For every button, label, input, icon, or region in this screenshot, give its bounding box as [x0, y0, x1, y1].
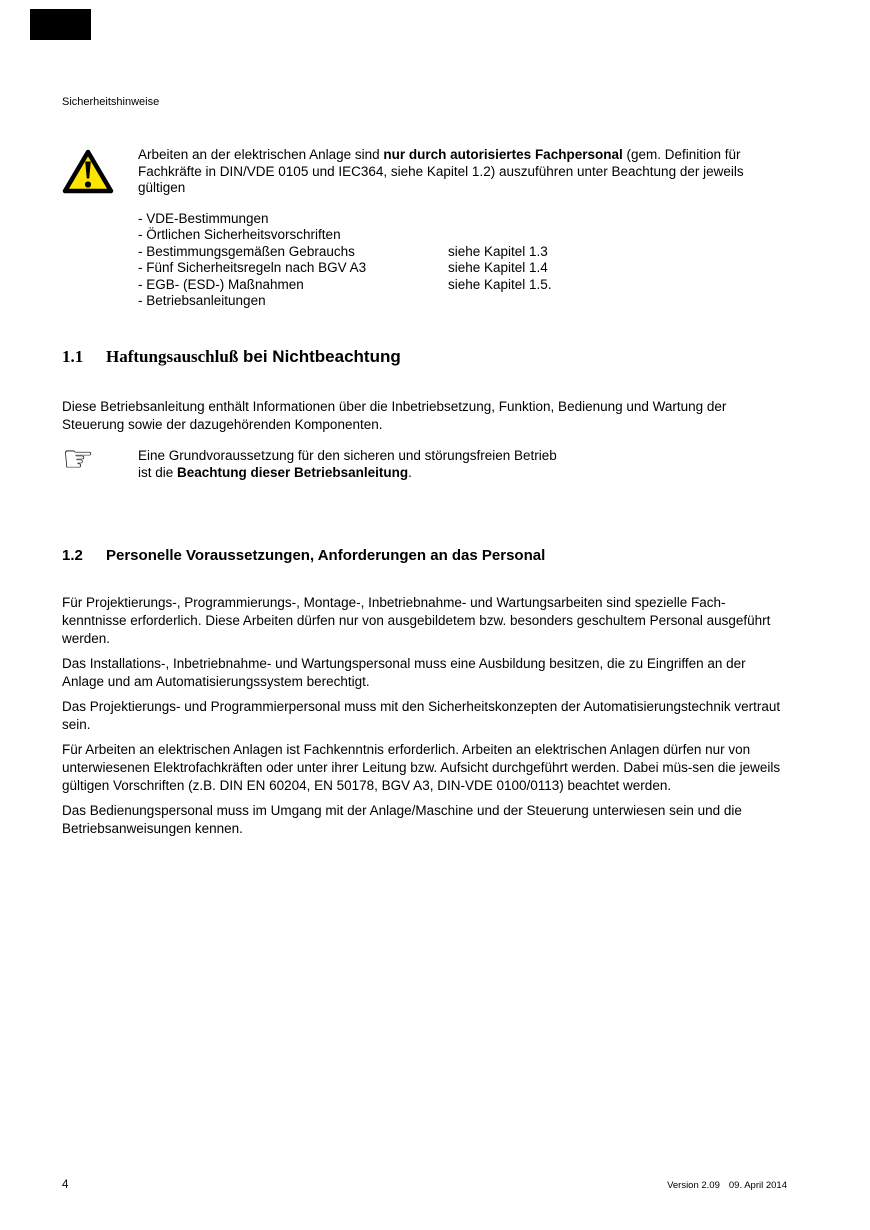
- note-line-2-bold: Beachtung dieser Betriebsanleitung: [177, 465, 409, 480]
- section-title: Personelle Voraussetzungen, Anforderungen an das Personal: [106, 547, 546, 564]
- section-number: 1.1: [62, 347, 84, 366]
- rule-label: - VDE-Bestimmungen: [138, 210, 269, 226]
- warning-intro-post: (gem. Definition für Fachkräfte in DIN/VDE 0105 und IEC364, siehe Kapitel 1.2) auszuführen unter Beachtung der jeweils gültigen: [138, 147, 744, 195]
- warning-triangle-icon: [62, 147, 138, 200]
- body-paragraph: Das Bedienungspersonal muss im Umgang mit der Anlage/Maschine und der Steuerung unterwiesen sein und die Betriebsanweisungen kennen.: [62, 803, 742, 836]
- section-title-serif-part: Haftungsauschluß: [106, 347, 239, 366]
- rule-label: - EGB- (ESD-) Maßnahmen: [138, 276, 304, 292]
- list-item: [138, 293, 770, 310]
- pointing-hand-icon: ☞: [62, 439, 95, 480]
- section-heading-1-1: [62, 347, 401, 367]
- print-registration-mark: [30, 9, 91, 40]
- rule-chapter-ref: siehe Kapitel 1.3: [448, 243, 548, 259]
- rule-label: - Örtlichen Sicherheitsvorschriften: [138, 227, 341, 242]
- list-item: [138, 244, 770, 261]
- version-label: Version 2.09: [667, 1180, 720, 1191]
- section-1-1-paragraph: Diese Betriebsanleitung enthält Informationen über die Inbetriebsetzung, Funktion, Bedienung und Wartung der Steuerung sowie der dazugehörenden Komponenten.: [62, 399, 727, 432]
- warning-intro-pre: Arbeiten an der elektrischen Anlage sind: [138, 147, 384, 162]
- rule-label: - Fünf Sicherheitsregeln nach BGV A3: [138, 260, 367, 275]
- rule-label: - Bestimmungsgemäßen Gebrauchs: [138, 243, 355, 259]
- body-paragraph: Für Arbeiten an elektrischen Anlagen ist Fachkenntnis erforderlich. Arbeiten an elektrischen Anlagen dürfen nur von unterwiesenen Elektrofachkräften oder unter ihrer Leitung bzw. Aufsicht durchgeführt werden. Dabei müs-sen die jeweils gültigen Vorschriften (z.B. DIN EN 60204, EN 50178, BGV A3, DIN-VDE 0100/0113) beachtet werden.: [62, 742, 781, 793]
- version-date: 09. April 2014: [728, 1180, 787, 1191]
- note-line-2: [138, 464, 557, 481]
- warning-intro-bold: nur durch autorisiertes Fachpersonal: [383, 147, 623, 162]
- body-paragraph: Das Projektierungs- und Programmierpersonal muss mit den Sicherheitskonzepten der Automatisierungstechnik vertraut sein.: [62, 699, 781, 732]
- page-footer: [62, 1179, 787, 1191]
- list-item: [138, 277, 770, 294]
- note-line-2-post: .: [408, 465, 412, 480]
- warning-intro-paragraph: [138, 147, 770, 197]
- body-paragraph: Das Installations-, Inbetriebnahme- und Wartungspersonal muss eine Ausbildung besitzen, die zu Eingriffen an der Anlage und am Automatisierungssystem berechtigt.: [62, 656, 746, 689]
- safety-warning-section: [62, 147, 787, 310]
- note-text: [138, 446, 557, 481]
- safety-rules-list: [138, 211, 770, 310]
- note-line-1: Eine Grundvoraussetzung für den sicheren und störungsfreien Betrieb: [138, 448, 557, 463]
- warning-content: [138, 147, 770, 310]
- section-1-2-body: [62, 594, 787, 845]
- note-line-2-pre: ist die: [138, 465, 178, 480]
- rule-label: - Betriebsanleitungen: [138, 293, 266, 308]
- version-info: [667, 1180, 787, 1191]
- section-number: 1.2: [62, 547, 83, 564]
- rule-chapter-ref: siehe Kapitel 1.5.: [448, 276, 552, 292]
- page-number: 4: [62, 1179, 69, 1191]
- list-item: [138, 260, 770, 277]
- list-item: [138, 211, 770, 228]
- body-paragraph: Für Projektierungs-, Programmierungs-, Montage-, Inbetriebnahme- und Wartungsarbeiten sind spezielle Fach-kenntnisse erforderlich. Diese Arbeiten dürfen nur von ausgebildetem bzw. besonders geschultem Personal ausgeführt werden.: [62, 595, 771, 646]
- section-heading-1-2: [62, 547, 545, 564]
- note-block: [62, 439, 787, 481]
- running-header: Sicherheitshinweise: [62, 96, 160, 108]
- section-title-sans-part: bei Nichtbeachtung: [238, 347, 401, 366]
- rule-chapter-ref: siehe Kapitel 1.4: [448, 260, 548, 275]
- list-item: [138, 227, 770, 244]
